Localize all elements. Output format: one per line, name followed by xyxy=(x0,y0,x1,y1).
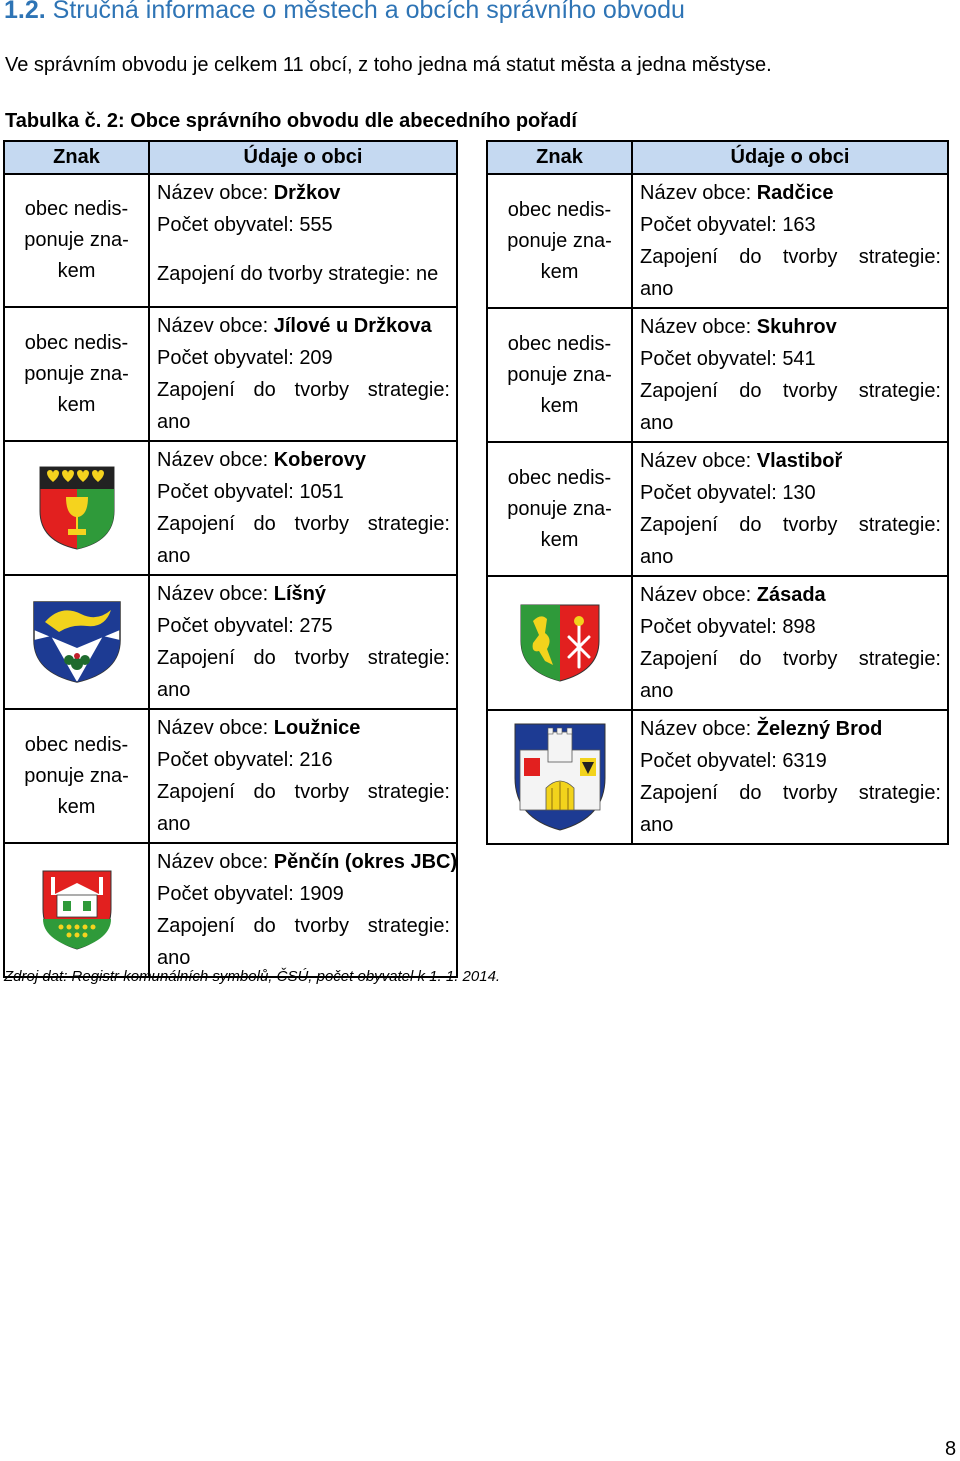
municipality-info xyxy=(632,576,948,710)
name-label: Název obce: xyxy=(640,316,757,338)
crest-cell xyxy=(487,442,632,576)
no-crest-text: obec nedis- xyxy=(24,733,129,756)
strategy-label: Zapojení do tvorby strategie: xyxy=(157,915,450,937)
no-crest-text: ponuje zna- xyxy=(24,229,129,251)
section-title: Stručná informace o městech a obcích správního obvodu xyxy=(52,0,685,24)
name-label: Název obce: xyxy=(157,851,274,873)
name-label: Název obce: xyxy=(157,315,274,337)
no-crest-text: ponuje zna- xyxy=(24,362,129,385)
municipality-name-line xyxy=(640,445,941,477)
no-crest-text: kem xyxy=(540,528,579,551)
population-value: 163 xyxy=(782,214,816,236)
municipality-name: Loužnice xyxy=(273,717,361,739)
population-label: Počet obyvatel: xyxy=(640,348,783,370)
population-value: 209 xyxy=(299,347,333,369)
no-crest-text: kem xyxy=(57,795,96,818)
section-number: 1.2. xyxy=(4,0,46,24)
population-label: Počet obyvatel: xyxy=(157,615,300,637)
table-row xyxy=(487,442,948,576)
table-row xyxy=(487,308,948,442)
table-row xyxy=(487,174,948,308)
municipalities-table-left xyxy=(3,140,458,978)
population-label: Počet obyvatel: xyxy=(157,347,300,369)
population-value: 541 xyxy=(782,348,816,370)
name-label: Název obce: xyxy=(157,717,274,739)
no-crest-text: kem xyxy=(540,394,579,417)
crest-cell xyxy=(487,576,632,710)
municipality-info xyxy=(149,174,457,307)
name-label: Název obce: xyxy=(157,583,274,605)
municipality-name-line xyxy=(157,444,450,476)
population-label: Počet obyvatel: xyxy=(157,749,300,771)
municipality-name: Držkov xyxy=(273,182,341,204)
population-value: 6319 xyxy=(782,750,827,772)
page-number: 8 xyxy=(945,1438,957,1460)
strategy-label: Zapojení do tvorby strategie: xyxy=(640,246,941,268)
strategy-value: ano xyxy=(640,412,674,434)
table-row xyxy=(487,576,948,710)
population-line xyxy=(640,343,941,375)
strategy-label: Zapojení do tvorby strategie: xyxy=(157,513,450,535)
crest-cell xyxy=(487,710,632,844)
municipality-name: Skuhrov xyxy=(756,316,837,338)
strategy-line xyxy=(157,241,450,290)
population-value: 898 xyxy=(782,616,816,638)
table-row xyxy=(4,441,457,575)
strategy-label: Zapojení do tvorby strategie: xyxy=(640,380,941,402)
no-crest-text: kem xyxy=(57,260,96,282)
crest-cell xyxy=(4,575,149,709)
municipality-name-line xyxy=(640,311,941,343)
population-label: Počet obyvatel: xyxy=(157,214,300,236)
strategy-label: Zapojení do tvorby strategie: xyxy=(157,379,450,401)
population-value: 130 xyxy=(782,482,816,504)
population-line xyxy=(640,477,941,509)
strategy-value: ano xyxy=(157,545,191,567)
municipality-info xyxy=(149,307,457,441)
no-crest-text: kem xyxy=(540,260,579,283)
municipalities-table-right xyxy=(486,140,949,845)
data-source-note: Zdroj dat: Registr komunálních symbolů, ČSÚ, počet obyvatel k 1. 1. 2014. xyxy=(4,968,501,985)
zelezny-brod-crest xyxy=(512,722,608,832)
strategy-label: Zapojení do tvorby strategie: xyxy=(157,647,450,669)
crest-cell xyxy=(487,308,632,442)
municipality-name: Koberovy xyxy=(273,449,366,471)
population-value: 1051 xyxy=(299,481,344,503)
municipality-info xyxy=(149,441,457,575)
table-row xyxy=(4,575,457,709)
strategy-label: Zapojení do tvorby strategie: xyxy=(157,263,411,285)
municipality-name: Radčice xyxy=(756,182,834,204)
population-value: 1909 xyxy=(299,883,344,905)
koberovy-crest xyxy=(38,465,116,551)
intro-paragraph: Ve správním obvodu je celkem 11 obcí, z toho jedna má statut města a jedna městyse. xyxy=(5,54,772,76)
strategy-value: ano xyxy=(640,680,674,702)
population-line xyxy=(157,878,450,910)
strategy-label: Zapojení do tvorby strategie: xyxy=(640,514,941,536)
population-line xyxy=(640,209,941,241)
strategy-value: ano xyxy=(157,411,191,433)
no-crest-text: obec nedis- xyxy=(507,198,612,221)
name-label: Název obce: xyxy=(157,182,274,204)
municipality-name-line xyxy=(157,712,450,744)
municipality-name: Železný Brod xyxy=(756,718,883,740)
no-crest-text: kem xyxy=(57,393,96,416)
column-header-znak: Znak xyxy=(4,141,149,174)
crest-cell xyxy=(4,307,149,441)
municipality-info xyxy=(149,575,457,709)
population-line xyxy=(157,610,450,642)
crest-cell xyxy=(4,441,149,575)
strategy-label: Zapojení do tvorby strategie: xyxy=(640,782,941,804)
municipality-info xyxy=(632,174,948,308)
municipality-name-line xyxy=(157,177,450,209)
municipality-name: Vlastiboř xyxy=(756,450,843,472)
name-label: Název obce: xyxy=(640,450,757,472)
zasada-crest xyxy=(519,603,601,683)
population-value: 275 xyxy=(299,615,333,637)
strategy-value: ano xyxy=(640,278,674,300)
name-label: Název obce: xyxy=(157,449,274,471)
municipality-name: Pěnčín (okres JBC) xyxy=(273,851,458,873)
crest-cell xyxy=(4,174,149,307)
section-heading xyxy=(4,0,685,25)
municipality-info xyxy=(632,710,948,844)
population-label: Počet obyvatel: xyxy=(640,616,783,638)
no-crest-text: ponuje zna- xyxy=(507,497,612,520)
municipality-info xyxy=(632,442,948,576)
population-label: Počet obyvatel: xyxy=(157,481,300,503)
strategy-value: ano xyxy=(640,814,674,836)
table-row xyxy=(4,174,457,307)
population-line xyxy=(157,744,450,776)
crest-cell xyxy=(4,843,149,977)
crest-cell xyxy=(487,174,632,308)
population-line xyxy=(640,611,941,643)
population-line xyxy=(157,476,450,508)
municipality-name-line xyxy=(157,846,458,878)
population-line xyxy=(157,209,450,241)
municipality-name-line xyxy=(157,578,450,610)
municipality-name: Líšný xyxy=(273,583,326,605)
strategy-label: Zapojení do tvorby strategie: xyxy=(640,648,941,670)
table-caption: Tabulka č. 2: Obce správního obvodu dle abecedního pořadí xyxy=(5,110,577,132)
population-value: 216 xyxy=(299,749,333,771)
strategy-value: ano xyxy=(157,947,191,969)
lisny-crest xyxy=(31,600,123,684)
municipality-name: Jílové u Držkova xyxy=(273,315,432,337)
no-crest-text: obec nedis- xyxy=(24,198,129,220)
population-label: Počet obyvatel: xyxy=(640,750,783,772)
municipality-name-line xyxy=(640,713,941,745)
name-label: Název obce: xyxy=(640,584,757,606)
municipality-info xyxy=(149,709,457,843)
population-label: Počet obyvatel: xyxy=(157,883,300,905)
municipality-name-line xyxy=(157,310,450,342)
column-header-znak: Znak xyxy=(487,141,632,174)
municipality-info xyxy=(632,308,948,442)
strategy-label: Zapojení do tvorby strategie: xyxy=(157,781,450,803)
strategy-value: ne xyxy=(416,263,439,285)
table-row xyxy=(487,710,948,844)
name-label: Název obce: xyxy=(640,718,757,740)
municipality-name: Zásada xyxy=(756,584,826,606)
no-crest-text: ponuje zna- xyxy=(507,363,612,386)
municipality-name-line xyxy=(640,177,941,209)
population-label: Počet obyvatel: xyxy=(640,214,783,236)
column-header-udaje: Údaje o obci xyxy=(149,141,457,174)
table-row xyxy=(4,843,457,977)
no-crest-text: obec nedis- xyxy=(507,332,612,355)
population-value: 555 xyxy=(299,214,333,236)
municipality-info xyxy=(149,843,457,977)
no-crest-text: ponuje zna- xyxy=(24,764,129,787)
no-crest-text: ponuje zna- xyxy=(507,229,612,252)
no-crest-text: obec nedis- xyxy=(507,466,612,489)
population-label: Počet obyvatel: xyxy=(640,482,783,504)
pencin-crest xyxy=(41,869,113,951)
population-line xyxy=(640,745,941,777)
crest-cell xyxy=(4,709,149,843)
population-line xyxy=(157,342,450,374)
column-header-udaje: Údaje o obci xyxy=(632,141,948,174)
name-label: Název obce: xyxy=(640,182,757,204)
municipality-name-line xyxy=(640,579,941,611)
table-row xyxy=(4,307,457,441)
no-crest-text: obec nedis- xyxy=(24,331,129,354)
strategy-value: ano xyxy=(157,813,191,835)
strategy-value: ano xyxy=(640,546,674,568)
strategy-value: ano xyxy=(157,679,191,701)
table-row xyxy=(4,709,457,843)
